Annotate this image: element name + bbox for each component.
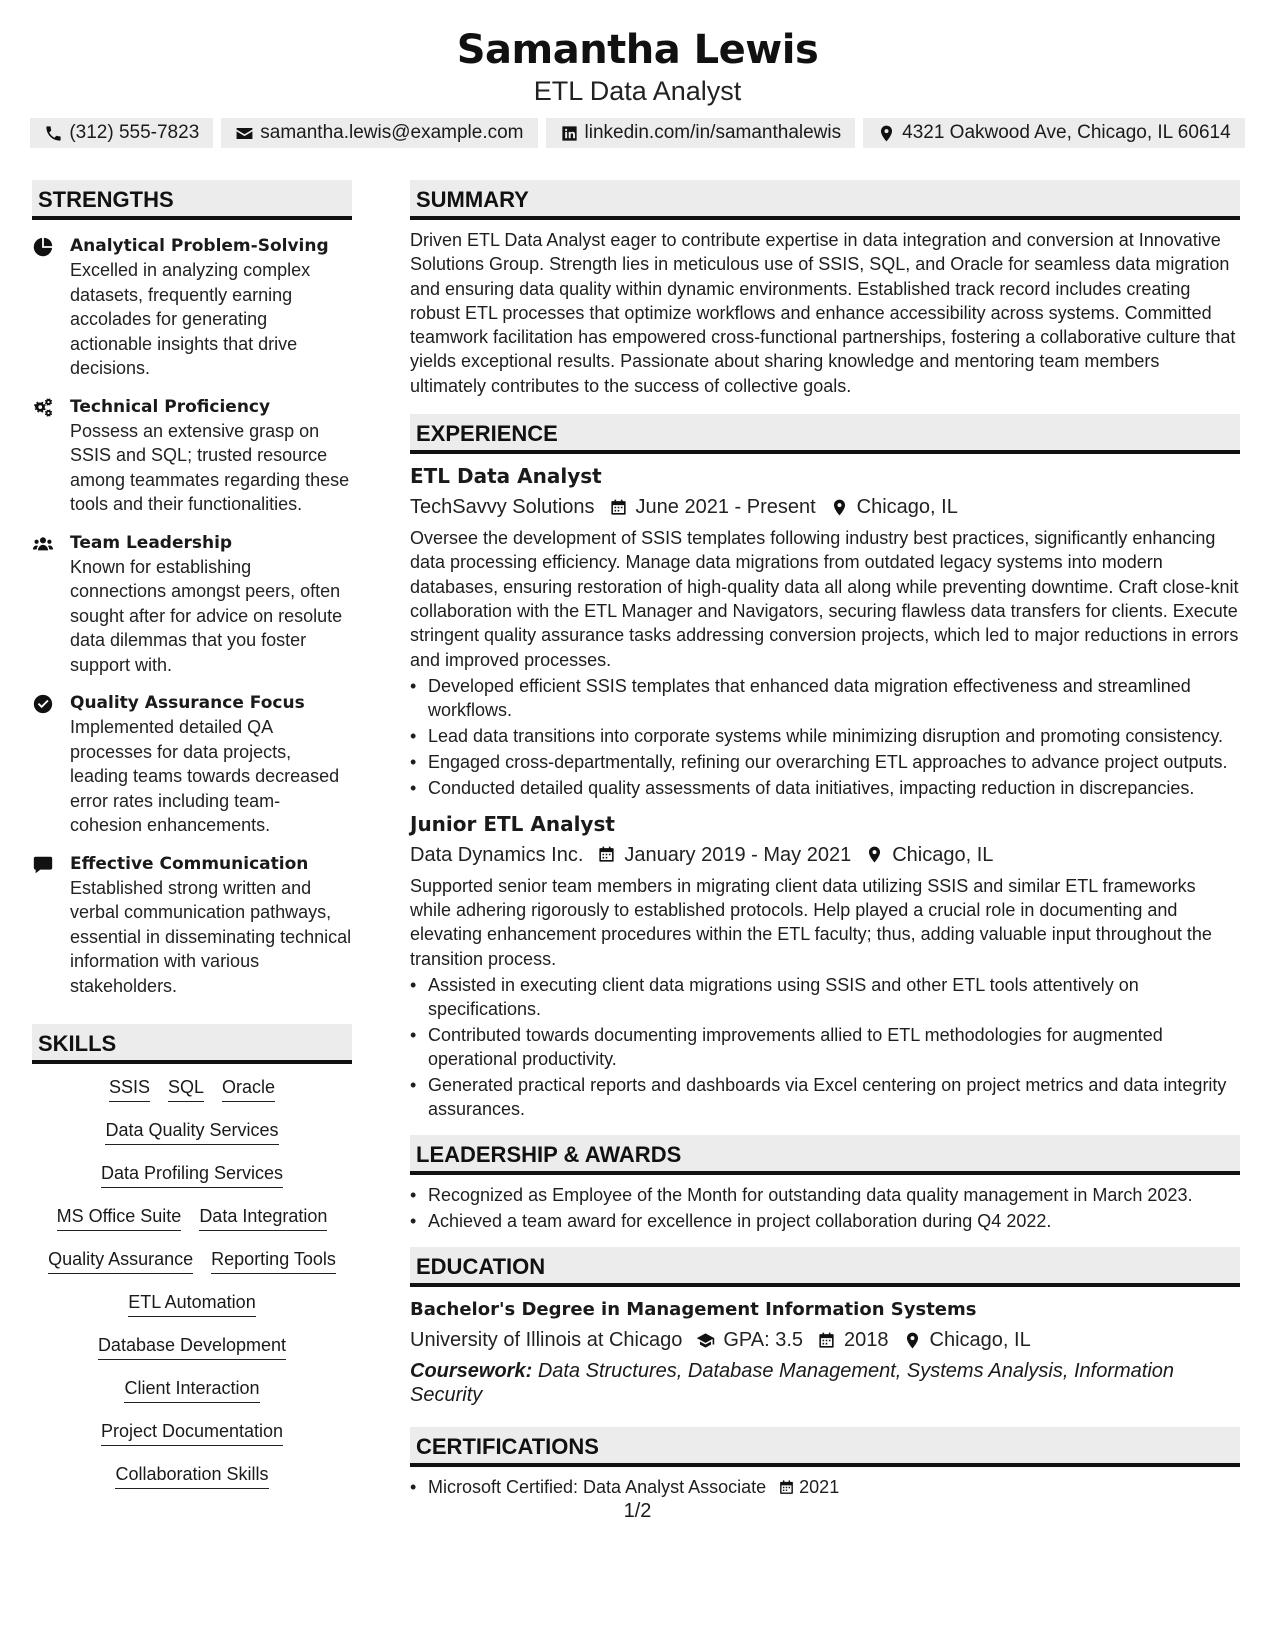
contact-phone[interactable] — [30, 118, 213, 148]
list-item: • Developed efficient SSIS templates that enhanced data migration effectiveness and streamlined workflows. — [410, 674, 1240, 722]
job-meta — [410, 492, 1240, 522]
list-item — [410, 1475, 1240, 1499]
skill-tag: Data Profiling Services — [101, 1162, 283, 1188]
coursework-label: Coursework: — [410, 1360, 533, 1383]
summary-text: Driven ETL Data Analyst eager to contribute expertise in data integration and conversion at Innovative Solutions Group. Strength lies in meticulous use of SSIS, SQL, and Oracle for seamless data migration and ensuring data quality within dynamic environments. Established track record includes creating robust ETL processes that optimize workflows and enhance accessibility across systems. Committed teamwork facilitation has empowered cross-functional partnerships, fostering a collaborative culture that yields exceptional results. Passionate about sharing knowledge and mentoring team members ultimately contributes to the success of collective goals. — [410, 230, 1236, 396]
education-coursework — [410, 1359, 1240, 1407]
job-bullets — [410, 674, 1240, 800]
comment-icon — [32, 854, 54, 876]
job-meta — [410, 840, 1240, 870]
leadership-bullets — [410, 1183, 1240, 1233]
page-number: 1/2 — [623, 1500, 652, 1522]
check-circle-icon — [32, 693, 54, 715]
calendar-icon — [817, 1331, 836, 1350]
right-column — [410, 180, 1240, 1506]
pie-chart-icon — [32, 236, 54, 258]
list-item: • Generated practical reports and dashboards via Excel centering on project metrics and data integrity assurances. — [410, 1073, 1240, 1121]
job-location: Chicago, IL — [892, 843, 994, 866]
contact-email[interactable] — [221, 118, 537, 148]
strength-item — [32, 852, 352, 999]
skill-tag: Reporting Tools — [211, 1248, 336, 1274]
list-item: • Achieved a team award for excellence in project collaboration during Q4 2022. — [410, 1209, 1240, 1233]
skills-list — [32, 1064, 352, 1489]
strengths-list — [32, 234, 352, 998]
address-text: 4321 Oakwood Ave, Chicago, IL 60614 — [902, 122, 1231, 143]
skill-row — [32, 1291, 352, 1317]
education-heading: EDUCATION — [410, 1247, 1240, 1287]
candidate-title: ETL Data Analyst — [533, 76, 742, 106]
graduation-cap-icon — [696, 1331, 715, 1350]
map-marker-icon — [903, 1331, 922, 1350]
strength-item — [32, 234, 352, 381]
contact-bar — [0, 118, 1275, 148]
strength-title: Quality Assurance Focus — [70, 693, 305, 713]
strength-item — [32, 395, 352, 517]
phone-icon — [44, 124, 63, 143]
education-year: 2018 — [844, 1329, 889, 1352]
skill-row — [32, 1076, 352, 1102]
map-marker-icon — [830, 498, 849, 517]
coursework-text: Data Structures, Database Management, Systems Analysis, Information Security — [410, 1360, 1175, 1407]
skill-tag: Data Integration — [199, 1205, 327, 1231]
job-entry — [410, 462, 1240, 800]
calendar-icon — [609, 498, 628, 517]
strength-desc: Known for establishing connections amongst peers, often sought after for advice on resolute data dilemmas that you foster support with. — [70, 556, 343, 675]
phone-text: (312) 555-7823 — [69, 122, 200, 143]
job-entry — [410, 810, 1240, 1121]
skill-row — [32, 1334, 352, 1360]
skill-row — [32, 1119, 352, 1145]
left-column — [32, 180, 352, 1506]
strength-title: Effective Communication — [70, 853, 309, 874]
education-location: Chicago, IL — [929, 1329, 1031, 1352]
experience-heading: EXPERIENCE — [410, 414, 1240, 454]
calendar-icon — [778, 1479, 795, 1496]
job-dates: June 2021 - Present — [635, 496, 816, 519]
skill-tag: Data Quality Services — [105, 1119, 278, 1145]
strength-title: Team Leadership — [70, 532, 233, 553]
calendar-icon — [597, 845, 616, 864]
skill-tag: SQL — [168, 1076, 204, 1102]
summary-heading: SUMMARY — [410, 180, 1240, 220]
contact-linkedin[interactable] — [546, 118, 856, 148]
users-icon — [32, 533, 54, 555]
envelope-icon — [235, 124, 254, 143]
strength-item — [32, 531, 352, 678]
strengths-heading: STRENGTHS — [32, 180, 352, 220]
strength-desc: Excelled in analyzing complex datasets, frequently earning accolades for generating actionable insights that drive decisions. — [70, 260, 311, 378]
strength-title: Technical Proficiency — [70, 396, 271, 417]
skill-row — [32, 1248, 352, 1274]
certifications-heading: CERTIFICATIONS — [410, 1427, 1240, 1467]
linkedin-icon — [560, 124, 579, 143]
skill-tag: Quality Assurance — [48, 1248, 193, 1274]
job-title: ETL Data Analyst — [410, 464, 602, 489]
list-item: • Conducted detailed quality assessments of data initiatives, impacting reduction in discrepancies. — [410, 776, 1240, 800]
skill-tag: Database Development — [98, 1334, 286, 1360]
strength-desc: Established strong written and verbal communication pathways, essential in disseminating technical information with various stakeholders. — [70, 877, 352, 996]
education-degree: Bachelor's Degree in Management Information Systems — [410, 1299, 977, 1321]
job-title: Junior ETL Analyst — [410, 811, 615, 836]
strength-item — [32, 691, 352, 838]
skill-tag: Project Documentation — [101, 1420, 283, 1446]
resume-body — [32, 180, 1243, 1506]
strength-desc: Implemented detailed QA processes for data projects, leading teams towards decreased error rates including team-cohesion enhancements. — [70, 717, 340, 835]
skill-tag: ETL Automation — [128, 1291, 255, 1317]
map-marker-icon — [865, 845, 884, 864]
cert-name: • Microsoft Certified: Data Analyst Associate — [428, 1477, 767, 1498]
linkedin-text: linkedin.com/in/samanthalewis — [584, 122, 842, 143]
list-item: • Lead data transitions into corporate systems while minimizing disruption and promoting consistency. — [410, 724, 1240, 748]
skill-row — [32, 1377, 352, 1403]
skill-tag: Client Interaction — [124, 1377, 259, 1403]
skill-tag: Oracle — [222, 1076, 275, 1102]
email-text: samantha.lewis@example.com — [260, 122, 524, 143]
education-school: University of Illinois at Chicago — [410, 1329, 683, 1352]
strength-title: Analytical Problem-Solving — [70, 236, 329, 256]
job-description: Supported senior team members in migrating client data utilizing SSIS and similar ETL frameworks while adhering rigorously to established protocols. Help played a crucial role in documenting and elevating enhancement procedures within the ETL faculty; thus, adding valuable input throughout the transition process. — [410, 875, 1212, 969]
candidate-name: Samantha Lewis — [456, 27, 819, 73]
strength-desc: Possess an extensive grasp on SSIS and SQL; trusted resource among teammates regarding these tools and their functionalities. — [70, 420, 350, 514]
cert-year: 2021 — [799, 1477, 840, 1498]
job-bullets — [410, 973, 1240, 1121]
leadership-heading: LEADERSHIP & AWARDS — [410, 1135, 1240, 1175]
job-location: Chicago, IL — [856, 496, 958, 519]
skill-row — [32, 1162, 352, 1188]
job-description: Oversee the development of SSIS templates following industry best practices, significantly enhancing data processing efficiency. Manage data migrations from outdated legacy systems into modern databases, ensuring restoration of high-quality data all along while preventing downtime. Craft close-knit collaboration with the ETL Manager and Navigators, securing flawless data transfers for clients. Execute stringent quality assurance tasks addressing conversion projects, which led to major reductions in errors and improved processes. — [410, 528, 1239, 670]
skill-row — [32, 1420, 352, 1446]
list-item: • Assisted in executing client data migrations using SSIS and other ETL tools attentively on specifications. — [410, 973, 1240, 1021]
skill-row — [32, 1205, 352, 1231]
list-item: • Engaged cross-departmentally, refining our overarching ETL approaches to advance project outputs. — [410, 750, 1240, 774]
skills-heading: SKILLS — [32, 1024, 352, 1064]
map-marker-icon — [877, 124, 896, 143]
education-meta — [410, 1325, 1240, 1355]
contact-address — [863, 118, 1245, 148]
skill-tag: MS Office Suite — [57, 1205, 182, 1231]
list-item: • Contributed towards documenting improvements allied to ETL methodologies for augmented operational productivity. — [410, 1023, 1240, 1071]
job-company: TechSavvy Solutions — [410, 496, 595, 519]
list-item: • Recognized as Employee of the Month for outstanding data quality management in March 2023. — [410, 1183, 1240, 1207]
gears-icon — [32, 397, 54, 419]
job-company: Data Dynamics Inc. — [410, 843, 584, 866]
skill-tag: Collaboration Skills — [115, 1463, 268, 1489]
certifications-list — [410, 1475, 1240, 1499]
education-gpa: GPA: 3.5 — [723, 1329, 804, 1352]
job-dates: January 2019 - May 2021 — [624, 843, 852, 866]
skill-tag: SSIS — [109, 1076, 150, 1102]
skill-row — [32, 1463, 352, 1489]
resume-header — [0, 0, 1275, 148]
